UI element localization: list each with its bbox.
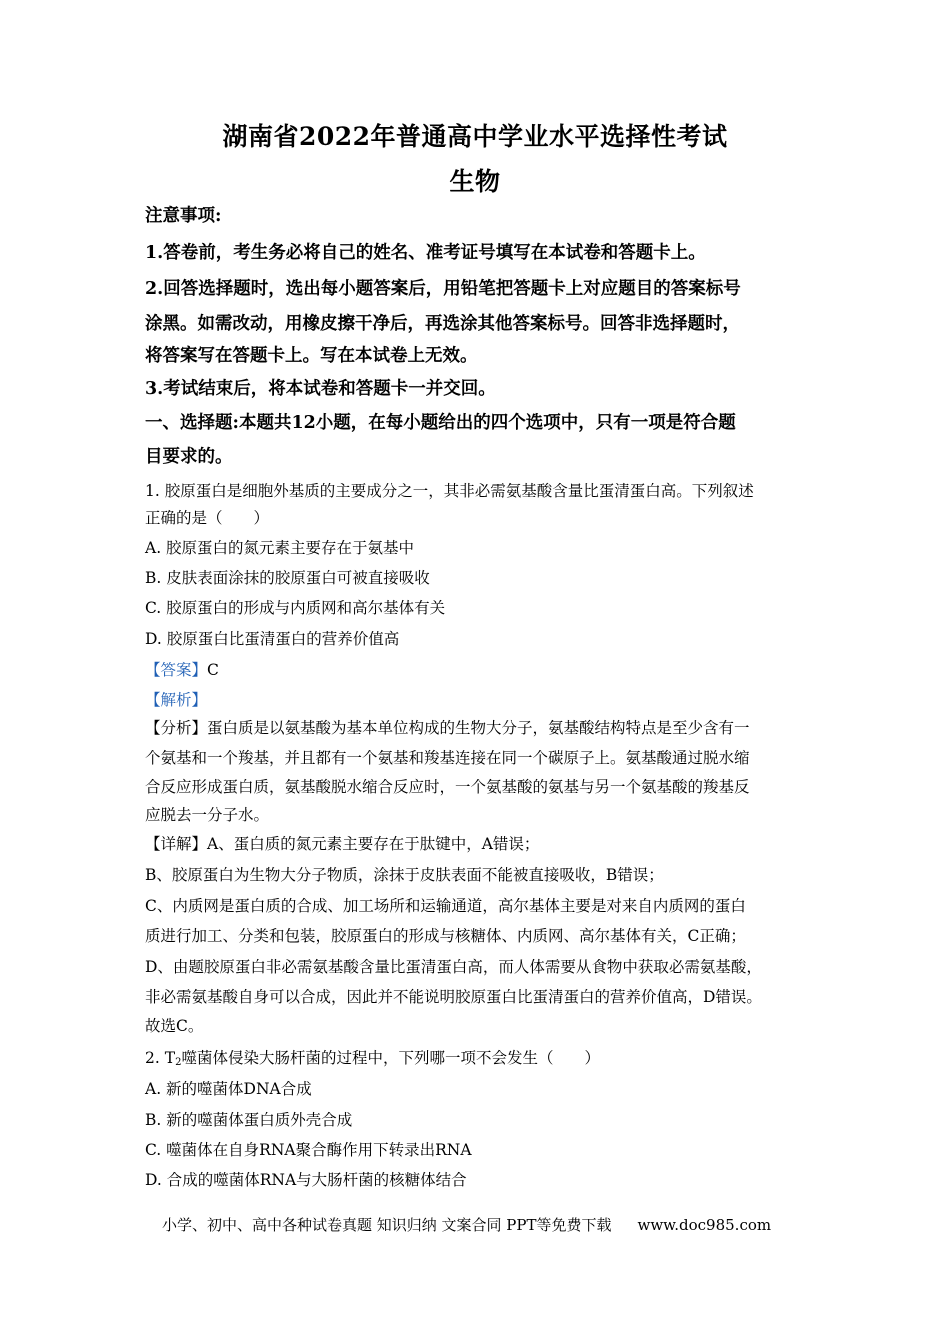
q1-detail-b: B、胶原蛋白为生物大分子物质，涂抹于皮肤表面不能被直接吸收，B错误；	[145, 866, 664, 884]
answer-label: 【答案】	[145, 661, 208, 679]
q2-option-a: A. 新的噬菌体DNA合成	[145, 1080, 312, 1098]
q2-option-b: B. 新的噬菌体蛋白质外壳合成	[145, 1111, 353, 1129]
q1-stem-line-1: 1. 胶原蛋白是细胞外基质的主要成分之一，其非必需氨基酸含量比蛋清蛋白高。下列叙述	[145, 482, 754, 500]
q1-detail-c-line-2: 质进行加工、分类和包装，胶原蛋白的形成与核糖体、内质网、高尔基体有关，C正确；	[145, 927, 746, 945]
q2-option-c: C. 噬菌体在自身RNA聚合酶作用下转录出RNA	[145, 1141, 472, 1159]
q1-detail-a	[145, 834, 539, 854]
q1-fenxi-line-3: 合反应形成蛋白质，氨基酸脱水缩合反应时，一个氨基酸的氨基与另一个氨基酸的羧基反	[145, 778, 750, 796]
detail-a-text: A、蛋白质的氮元素主要存在于肽键中，A错误；	[207, 835, 540, 853]
notice-item-1: 1.答卷前，考生务必将自己的姓名、准考证号填写在本试卷和答题卡上。	[145, 243, 706, 263]
analysis-label: 【解析】	[145, 691, 208, 709]
q1-option-c: C. 胶原蛋白的形成与内质网和高尔基体有关	[145, 599, 446, 617]
q2-stem-subscript: 2	[175, 1057, 182, 1068]
q1-detail-d-line-1: D、由题胶原蛋白非必需氨基酸含量比蛋清蛋白高，而人体需要从食物中获取必需氨基酸，	[145, 958, 762, 976]
subject-title: 生物	[449, 167, 501, 196]
fenxi-text: 蛋白质是以氨基酸为基本单位构成的生物大分子，氨基酸结构特点是至少含有一	[207, 719, 750, 737]
footer-text: 小学、初中、高中各种试卷真题 知识归纳 文案合同 PPT等免费下载	[162, 1216, 612, 1234]
q1-option-d: D. 胶原蛋白比蛋清蛋白的营养价值高	[145, 630, 400, 648]
q1-fenxi-line-1	[145, 718, 750, 738]
q2-option-d: D. 合成的噬菌体RNA与大肠杆菌的核糖体结合	[145, 1171, 467, 1189]
q1-fenxi-line-4: 应脱去一分子水。	[145, 806, 270, 824]
notice-item-2-line-2: 涂黑。如需改动，用橡皮擦干净后，再选涂其他答案标号。回答非选择题时，	[145, 314, 740, 334]
q1-fenxi-line-2: 个氨基和一个羧基，并且都有一个氨基和羧基连接在同一个碳原子上。氨基酸通过脱水缩	[145, 749, 750, 767]
notice-item-2-line-3: 将答案写在答题卡上。写在本试卷上无效。	[145, 346, 478, 366]
exam-title: 湖南省2022年普通高中学业水平选择性考试	[222, 122, 728, 151]
q1-detail-d-line-2: 非必需氨基酸自身可以合成，因此并不能说明胶原蛋白比蛋清蛋白的营养价值高，D错误。	[145, 988, 762, 1006]
q1-detail-c-line-1: C、内质网是蛋白质的合成、加工场所和运输通道，高尔基体主要是对来自内质网的蛋白	[145, 897, 746, 915]
q2-stem-prefix: 2. T	[145, 1049, 176, 1067]
notice-heading: 注意事项:	[145, 206, 222, 226]
q1-answer	[145, 660, 219, 680]
notice-item-2-line-1: 2.回答选择题时，选出每小题答案后，用铅笔把答题卡上对应题目的答案标号	[145, 279, 741, 299]
section-heading-line-2: 目要求的。	[145, 447, 233, 467]
q2-stem	[145, 1048, 600, 1073]
q1-conclusion: 故选C。	[145, 1017, 204, 1035]
section-heading-line-1: 一、选择题:本题共12小题，在每小题给出的四个选项中，只有一项是符合题	[145, 413, 736, 433]
answer-value: C	[207, 661, 219, 679]
detail-label: 【详解】	[145, 835, 208, 853]
q1-option-b: B. 皮肤表面涂抹的胶原蛋白可被直接吸收	[145, 569, 430, 587]
notice-item-3: 3.考试结束后，将本试卷和答题卡一并交回。	[145, 379, 496, 399]
q1-option-a: A. 胶原蛋白的氮元素主要存在于氨基中	[145, 539, 415, 557]
footer-url-link[interactable]: www.doc985.com	[637, 1216, 772, 1234]
q1-stem-line-2: 正确的是（ ）	[145, 509, 270, 527]
page-footer	[162, 1214, 771, 1235]
q2-stem-rest: 噬菌体侵染大肠杆菌的过程中，下列哪一项不会发生（ ）	[181, 1049, 600, 1067]
fenxi-label: 【分析】	[145, 719, 208, 737]
